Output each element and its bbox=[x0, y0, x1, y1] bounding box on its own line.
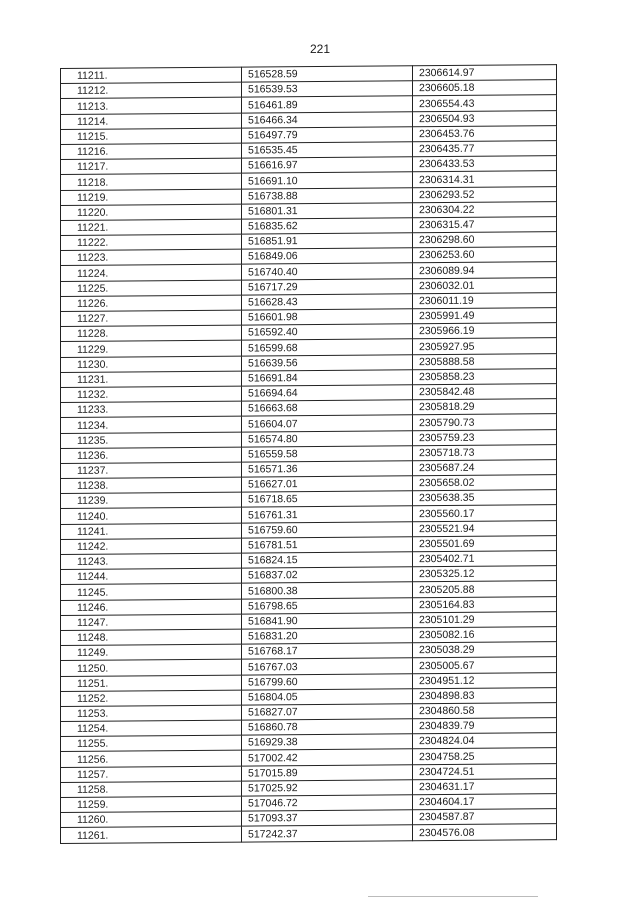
point-number-cell: 11254. bbox=[61, 720, 242, 737]
point-number-cell: 11255. bbox=[61, 735, 242, 752]
point-number-cell: 11233. bbox=[61, 401, 242, 418]
point-number-cell: 11246. bbox=[61, 599, 242, 616]
easting-cell: 517002.42 bbox=[242, 749, 413, 766]
point-number-cell: 11253. bbox=[61, 705, 242, 722]
point-number-cell: 11234. bbox=[61, 416, 242, 433]
easting-cell: 516601.98 bbox=[242, 309, 413, 326]
point-number-cell: 11212. bbox=[61, 82, 242, 99]
northing-cell: 2305858.23 bbox=[413, 368, 557, 384]
point-number-cell: 11228. bbox=[61, 325, 242, 342]
easting-cell: 516461.89 bbox=[242, 96, 413, 113]
point-number-cell: 11217. bbox=[61, 158, 242, 175]
point-number-cell: 11218. bbox=[61, 173, 242, 190]
northing-cell: 2305658.02 bbox=[413, 475, 557, 491]
easting-cell: 516616.97 bbox=[242, 157, 413, 174]
point-number-cell: 11250. bbox=[61, 659, 242, 676]
northing-cell: 2305082.16 bbox=[413, 627, 557, 643]
easting-cell: 516718.65 bbox=[242, 491, 413, 508]
northing-cell: 2304576.08 bbox=[413, 824, 557, 840]
easting-cell: 516851.91 bbox=[242, 233, 413, 250]
point-number-cell: 11214. bbox=[61, 113, 242, 130]
northing-cell: 2306433.53 bbox=[413, 156, 557, 172]
point-number-cell: 11215. bbox=[61, 128, 242, 145]
easting-cell: 516694.64 bbox=[242, 385, 413, 402]
northing-cell: 2305205.88 bbox=[413, 581, 557, 597]
easting-cell: 517025.92 bbox=[242, 780, 413, 797]
easting-cell: 516827.07 bbox=[242, 704, 413, 721]
easting-cell: 516604.07 bbox=[242, 415, 413, 432]
easting-cell: 516497.79 bbox=[242, 126, 413, 143]
point-number-cell: 11226. bbox=[61, 295, 242, 312]
point-number-cell: 11224. bbox=[61, 265, 242, 282]
northing-cell: 2305759.23 bbox=[413, 429, 557, 445]
northing-cell: 2305818.29 bbox=[413, 399, 557, 415]
northing-cell: 2305991.49 bbox=[413, 308, 557, 324]
point-number-cell: 11249. bbox=[61, 644, 242, 661]
point-number-cell: 11258. bbox=[61, 781, 242, 798]
northing-cell: 2304604.17 bbox=[413, 794, 557, 810]
easting-cell: 516831.20 bbox=[242, 628, 413, 645]
northing-cell: 2305966.19 bbox=[413, 323, 557, 339]
point-number-cell: 11220. bbox=[61, 204, 242, 221]
easting-cell: 516574.80 bbox=[242, 430, 413, 447]
point-number-cell: 11211. bbox=[61, 67, 242, 84]
easting-cell: 516768.17 bbox=[242, 643, 413, 660]
point-number-cell: 11240. bbox=[61, 508, 242, 525]
northing-cell: 2306089.94 bbox=[413, 262, 557, 278]
northing-cell: 2305888.58 bbox=[413, 353, 557, 369]
coordinates-table-body bbox=[61, 65, 557, 843]
northing-cell: 2305927.95 bbox=[413, 338, 557, 354]
scan-edge-line bbox=[368, 896, 538, 897]
northing-cell: 2305501.69 bbox=[413, 535, 557, 551]
northing-cell: 2304839.79 bbox=[413, 718, 557, 734]
northing-cell: 2306435.77 bbox=[413, 141, 557, 157]
easting-cell: 516860.78 bbox=[242, 719, 413, 736]
northing-cell: 2306298.60 bbox=[413, 232, 557, 248]
northing-cell: 2304587.87 bbox=[413, 809, 557, 825]
northing-cell: 2305718.73 bbox=[413, 444, 557, 460]
easting-cell: 516691.84 bbox=[242, 369, 413, 386]
easting-cell: 516627.01 bbox=[242, 476, 413, 493]
easting-cell: 516849.06 bbox=[242, 248, 413, 265]
point-number-cell: 11243. bbox=[61, 553, 242, 570]
point-number-cell: 11259. bbox=[61, 796, 242, 813]
northing-cell: 2306253.60 bbox=[413, 247, 557, 263]
northing-cell: 2304631.17 bbox=[413, 778, 557, 794]
point-number-cell: 11237. bbox=[61, 462, 242, 479]
easting-cell: 516759.60 bbox=[242, 521, 413, 538]
northing-cell: 2305521.94 bbox=[413, 520, 557, 536]
easting-cell: 516539.53 bbox=[242, 81, 413, 98]
northing-cell: 2306032.01 bbox=[413, 277, 557, 293]
easting-cell: 516528.59 bbox=[242, 66, 413, 83]
easting-cell: 516599.68 bbox=[242, 339, 413, 356]
easting-cell: 516535.45 bbox=[242, 142, 413, 159]
point-number-cell: 11227. bbox=[61, 310, 242, 327]
easting-cell: 516800.38 bbox=[242, 582, 413, 599]
point-number-cell: 11257. bbox=[61, 766, 242, 783]
northing-cell: 2306453.76 bbox=[413, 125, 557, 141]
easting-cell: 516798.65 bbox=[242, 597, 413, 614]
northing-cell: 2306614.97 bbox=[413, 65, 557, 81]
northing-cell: 2306011.19 bbox=[413, 292, 557, 308]
northing-cell: 2305687.24 bbox=[413, 459, 557, 475]
easting-cell: 516738.88 bbox=[242, 187, 413, 204]
table-row bbox=[61, 824, 557, 843]
easting-cell: 516761.31 bbox=[242, 506, 413, 523]
northing-cell: 2304860.58 bbox=[413, 702, 557, 718]
point-number-cell: 11221. bbox=[61, 219, 242, 236]
point-number-cell: 11238. bbox=[61, 477, 242, 494]
point-number-cell: 11252. bbox=[61, 690, 242, 707]
point-number-cell: 11225. bbox=[61, 280, 242, 297]
point-number-cell: 11213. bbox=[61, 97, 242, 114]
northing-cell: 2305638.35 bbox=[413, 490, 557, 506]
northing-cell: 2305402.71 bbox=[413, 551, 557, 567]
northing-cell: 2306314.31 bbox=[413, 171, 557, 187]
point-number-cell: 11256. bbox=[61, 751, 242, 768]
northing-cell: 2304824.04 bbox=[413, 733, 557, 749]
northing-cell: 2305164.83 bbox=[413, 596, 557, 612]
northing-cell: 2304724.51 bbox=[413, 763, 557, 779]
northing-cell: 2305038.29 bbox=[413, 642, 557, 658]
northing-cell: 2306304.22 bbox=[413, 201, 557, 217]
easting-cell: 516592.40 bbox=[242, 324, 413, 341]
point-number-cell: 11235. bbox=[61, 432, 242, 449]
northing-cell: 2306293.52 bbox=[413, 186, 557, 202]
northing-cell: 2306315.47 bbox=[413, 216, 557, 232]
northing-cell: 2304898.83 bbox=[413, 687, 557, 703]
point-number-cell: 11247. bbox=[61, 614, 242, 631]
point-number-cell: 11223. bbox=[61, 249, 242, 266]
easting-cell: 516691.10 bbox=[242, 172, 413, 189]
easting-cell: 516837.02 bbox=[242, 567, 413, 584]
point-number-cell: 11229. bbox=[61, 340, 242, 357]
easting-cell: 516804.05 bbox=[242, 688, 413, 705]
easting-cell: 516799.60 bbox=[242, 673, 413, 690]
easting-cell: 516639.56 bbox=[242, 354, 413, 371]
easting-cell: 516835.62 bbox=[242, 218, 413, 235]
easting-cell: 516571.36 bbox=[242, 461, 413, 478]
point-number-cell: 11241. bbox=[61, 523, 242, 540]
point-number-cell: 11219. bbox=[61, 189, 242, 206]
point-number-cell: 11261. bbox=[61, 826, 242, 843]
northing-cell: 2305325.12 bbox=[413, 566, 557, 582]
easting-cell: 516781.51 bbox=[242, 537, 413, 554]
point-number-cell: 11222. bbox=[61, 234, 242, 251]
point-number-cell: 11239. bbox=[61, 492, 242, 509]
northing-cell: 2304951.12 bbox=[413, 672, 557, 688]
easting-cell: 517046.72 bbox=[242, 795, 413, 812]
point-number-cell: 11230. bbox=[61, 356, 242, 373]
point-number-cell: 11244. bbox=[61, 568, 242, 585]
point-number-cell: 11245. bbox=[61, 583, 242, 600]
easting-cell: 516929.38 bbox=[242, 734, 413, 751]
northing-cell: 2304758.25 bbox=[413, 748, 557, 764]
northing-cell: 2305790.73 bbox=[413, 414, 557, 430]
point-number-cell: 11216. bbox=[61, 143, 242, 160]
easting-cell: 517015.89 bbox=[242, 764, 413, 781]
northing-cell: 2305560.17 bbox=[413, 505, 557, 521]
easting-cell: 516767.03 bbox=[242, 658, 413, 675]
point-number-cell: 11231. bbox=[61, 371, 242, 388]
easting-cell: 516740.40 bbox=[242, 263, 413, 280]
northing-cell: 2306504.93 bbox=[413, 110, 557, 126]
easting-cell: 516801.31 bbox=[242, 202, 413, 219]
page-number: 221 bbox=[309, 42, 331, 56]
point-number-cell: 11236. bbox=[61, 447, 242, 464]
northing-cell: 2306605.18 bbox=[413, 80, 557, 96]
northing-cell: 2305005.67 bbox=[413, 657, 557, 673]
northing-cell: 2305101.29 bbox=[413, 611, 557, 627]
point-number-cell: 11248. bbox=[61, 629, 242, 646]
easting-cell: 517242.37 bbox=[242, 825, 413, 842]
point-number-cell: 11232. bbox=[61, 386, 242, 403]
easting-cell: 516663.68 bbox=[242, 400, 413, 417]
easting-cell: 516559.58 bbox=[242, 445, 413, 462]
northing-cell: 2305842.48 bbox=[413, 384, 557, 400]
point-number-cell: 11260. bbox=[61, 811, 242, 828]
point-number-cell: 11242. bbox=[61, 538, 242, 555]
easting-cell: 516466.34 bbox=[242, 111, 413, 128]
easting-cell: 516824.15 bbox=[242, 552, 413, 569]
easting-cell: 517093.37 bbox=[242, 810, 413, 827]
point-number-cell: 11251. bbox=[61, 675, 242, 692]
easting-cell: 516841.90 bbox=[242, 612, 413, 629]
easting-cell: 516628.43 bbox=[242, 294, 413, 311]
northing-cell: 2306554.43 bbox=[413, 95, 557, 111]
coordinates-table bbox=[60, 64, 557, 843]
easting-cell: 516717.29 bbox=[242, 278, 413, 295]
